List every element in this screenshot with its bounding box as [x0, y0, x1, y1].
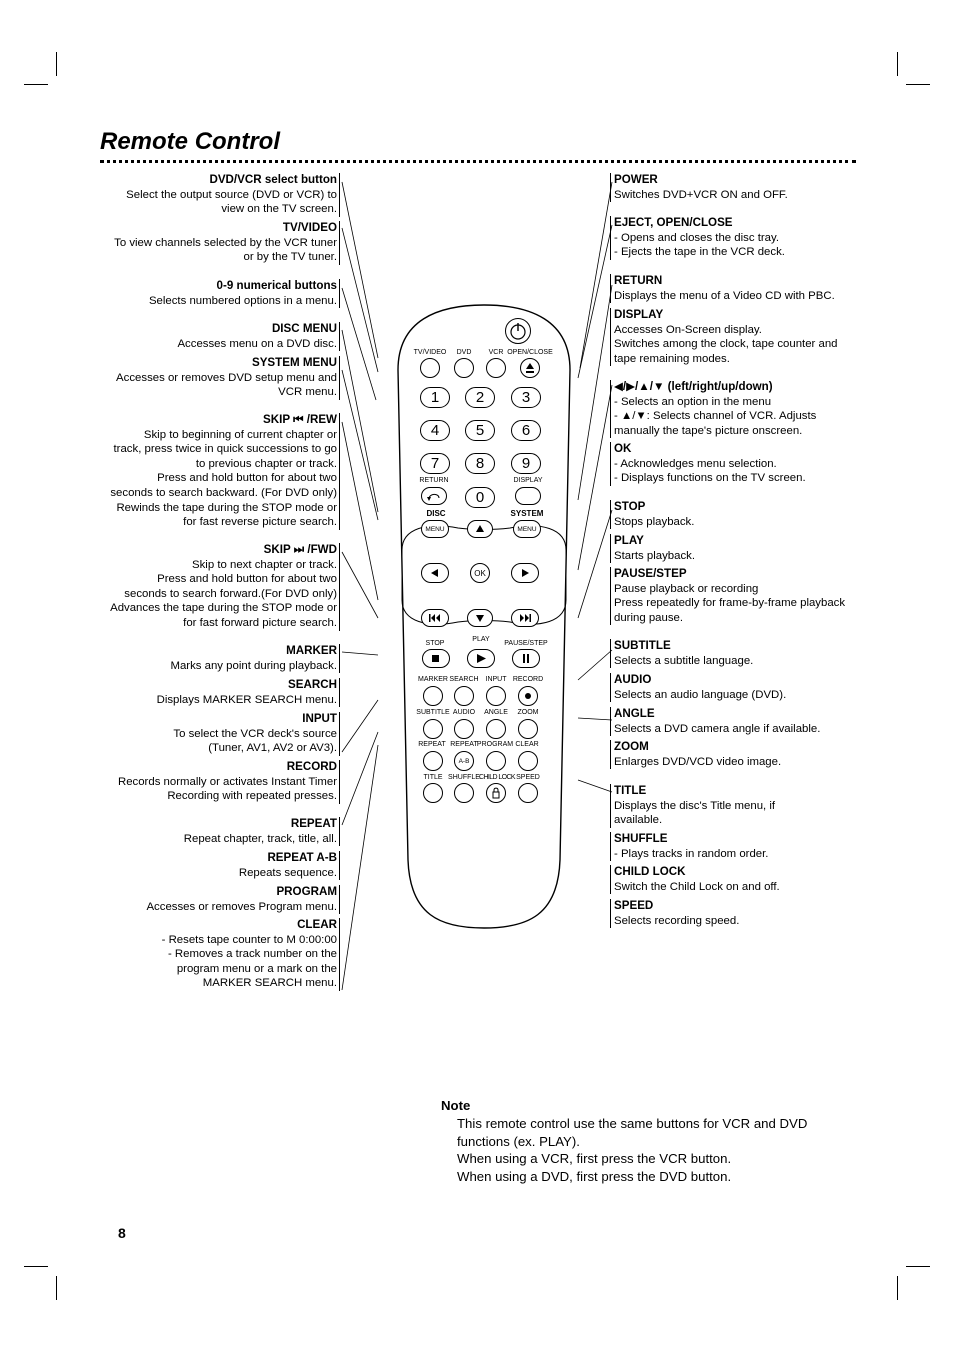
desc-arrows	[610, 380, 864, 438]
desc-repeat-ab	[93, 851, 340, 880]
desc-line: - Removes a track number on the	[167, 948, 337, 961]
desc-line: Repeats sequence.	[238, 866, 337, 879]
desc-audio	[610, 673, 864, 702]
note-section	[441, 1097, 841, 1186]
input-button[interactable]	[486, 686, 506, 706]
desc-line: - Opens and closes the disc tray.	[614, 231, 780, 244]
desc-line: Stops playback.	[614, 515, 695, 528]
desc-line: Skip to next chapter or track.	[192, 558, 337, 571]
vcr-label: VCR	[488, 349, 504, 356]
desc-tv-video	[93, 221, 340, 265]
zoom-button[interactable]	[518, 719, 538, 739]
desc-line: Enlarges DVD/VCD video image.	[614, 755, 782, 768]
eject-icon	[521, 359, 539, 377]
desc-title: DVD/VCR select button	[209, 173, 337, 186]
desc-skip-rew	[93, 413, 340, 530]
digit-4-button[interactable]: 4	[420, 420, 450, 441]
desc-repeat	[93, 817, 340, 846]
desc-input	[93, 712, 340, 756]
desc-line: Records normally or activates Instant Timer	[117, 775, 337, 788]
desc-line: - Displays functions on the TV screen.	[614, 472, 806, 485]
desc-title: PROGRAM	[276, 885, 337, 898]
stop-icon	[423, 650, 449, 667]
desc-line: available.	[614, 814, 663, 827]
desc-pause-step	[610, 567, 864, 625]
desc-numerical	[93, 279, 340, 308]
digit-3-button[interactable]: 3	[511, 387, 541, 408]
desc-title: EJECT, OPEN/CLOSE	[614, 216, 733, 229]
desc-title: ZOOM	[614, 740, 649, 753]
desc-line: Selects a DVD camera angle if available.	[614, 722, 821, 735]
desc-title-button	[610, 784, 864, 828]
search-button[interactable]	[454, 686, 474, 706]
desc-title: INPUT	[302, 712, 337, 725]
right-arrow-icon	[512, 564, 538, 582]
left-descriptions	[96, 0, 340, 1000]
record-icon	[519, 687, 537, 705]
desc-stop	[610, 500, 864, 529]
desc-title: SKIP ⏭ /FWD	[263, 543, 337, 556]
desc-title: AUDIO	[614, 673, 652, 686]
page-number: 8	[118, 1225, 126, 1241]
desc-title: PAUSE/STEP	[614, 567, 687, 580]
return-button[interactable]	[421, 487, 447, 505]
desc-line: - Acknowledges menu selection.	[614, 457, 777, 470]
right-descriptions	[613, 0, 863, 1000]
desc-line: Displays MARKER SEARCH menu.	[156, 693, 337, 706]
dvd-label: DVD	[456, 349, 472, 356]
digit-8-button[interactable]: 8	[465, 453, 495, 474]
desc-play	[610, 534, 864, 563]
audio-label: AUDIO	[452, 709, 476, 716]
note-line: When using a VCR, first press the VCR button.	[457, 1151, 732, 1167]
desc-line: Displays the disc's Title menu, if	[614, 799, 776, 812]
desc-line: Pause playback or recording	[614, 582, 759, 595]
desc-title: MARKER	[286, 644, 337, 657]
desc-line: Displays the menu of a Video CD with PBC.	[614, 289, 835, 302]
desc-display	[610, 308, 864, 366]
angle-button[interactable]	[486, 719, 506, 739]
system-label: SYSTEM	[510, 509, 544, 518]
repeat-button[interactable]	[423, 751, 443, 771]
desc-title: REPEAT	[290, 817, 337, 830]
desc-line: Switches among the clock, tape counter and	[614, 338, 838, 351]
desc-title: SEARCH	[288, 678, 337, 691]
desc-title: RECORD	[286, 760, 337, 773]
desc-line: Accesses or removes Program menu.	[146, 900, 337, 913]
desc-program	[93, 885, 340, 914]
desc-line: MARKER SEARCH menu.	[202, 977, 337, 990]
down-button[interactable]	[467, 609, 493, 627]
desc-clear	[93, 918, 340, 991]
subtitle-label: SUBTITLE	[416, 709, 450, 716]
digit-9-button[interactable]: 9	[511, 453, 541, 474]
child-lock-button[interactable]	[486, 783, 506, 803]
dvd-button[interactable]	[454, 358, 474, 378]
open-close-button[interactable]	[520, 358, 540, 378]
repeat-ab-button[interactable]: A-B	[454, 751, 474, 771]
lock-icon	[487, 784, 505, 802]
desc-line: Press repeatedly for frame-by-frame playback	[614, 597, 846, 610]
pause-step-button[interactable]	[512, 649, 540, 668]
desc-child-lock	[610, 865, 864, 894]
desc-line: Selects a subtitle language.	[614, 654, 754, 667]
skip-rew-button[interactable]	[421, 609, 449, 627]
desc-title: SPEED	[614, 899, 654, 912]
disc-menu-button[interactable]: MENU	[421, 520, 449, 538]
up-button[interactable]	[467, 520, 493, 538]
marker-label: MARKER	[418, 676, 448, 683]
desc-line: VCR menu.	[278, 386, 337, 399]
desc-title: OK	[614, 442, 632, 455]
power-icon	[506, 319, 530, 343]
desc-ok	[610, 442, 864, 486]
desc-title: CLEAR	[297, 918, 337, 931]
desc-shuffle	[610, 832, 864, 861]
desc-line: Accesses menu on a DVD disc.	[177, 337, 337, 350]
desc-title: PLAY	[614, 534, 644, 547]
vcr-button[interactable]	[486, 358, 506, 378]
disc-label: DISC	[426, 509, 446, 518]
desc-title: REPEAT A-B	[267, 851, 337, 864]
digit-0-button[interactable]: 0	[465, 487, 495, 508]
return-label: RETURN	[419, 477, 449, 484]
desc-title: SYSTEM MENU	[251, 356, 337, 369]
return-icon	[422, 488, 446, 504]
desc-line: Skip to beginning of current chapter or	[143, 428, 337, 441]
skip-forward-icon	[512, 610, 538, 626]
title-button[interactable]	[423, 783, 443, 803]
system-menu-button[interactable]: MENU	[513, 520, 541, 538]
desc-line: - Resets tape counter to M 0:00:00	[161, 933, 337, 946]
desc-line: Rewinds the tape during the STOP mode or	[116, 501, 337, 514]
digit-5-button[interactable]: 5	[465, 420, 495, 441]
desc-angle	[610, 707, 864, 736]
desc-line: for fast reverse picture search.	[183, 516, 337, 529]
desc-title: SUBTITLE	[614, 639, 671, 652]
desc-dvd-vcr-select	[93, 173, 340, 217]
desc-line: Selects recording speed.	[614, 914, 740, 927]
desc-return	[610, 274, 864, 303]
tv-video-label: TV/VIDEO	[413, 349, 447, 356]
desc-title: ◀/▶/▲/▼ (left/right/up/down)	[614, 380, 773, 393]
desc-title: CHILD LOCK	[614, 865, 686, 878]
desc-line: Select the output source (DVD or VCR) to	[126, 188, 337, 201]
digit-2-button[interactable]: 2	[465, 387, 495, 408]
desc-search	[93, 678, 340, 707]
desc-line: Switch the Child Lock on and off.	[614, 880, 780, 893]
record-label: RECORD	[512, 676, 544, 683]
ok-button[interactable]: OK	[470, 563, 490, 583]
desc-title: SKIP ⏮ /REW	[263, 413, 337, 426]
desc-line: To view channels selected by the VCR tuner	[114, 236, 337, 249]
note-title: Note	[441, 1098, 471, 1113]
desc-line: for fast forward picture search.	[183, 616, 337, 629]
desc-skip-fwd	[93, 543, 340, 631]
pause-icon	[513, 650, 539, 667]
display-button[interactable]	[515, 487, 541, 505]
program-label: PROGRAM	[476, 741, 514, 748]
left-button[interactable]	[421, 563, 449, 583]
child-lock-label: CHILD LOCK	[478, 774, 516, 781]
desc-title: DISC MENU	[271, 322, 337, 335]
desc-line: to previous chapter or track.	[195, 457, 337, 470]
desc-title: ANGLE	[614, 707, 655, 720]
display-label: DISPLAY	[513, 477, 543, 484]
desc-line: - Plays tracks in random order.	[614, 847, 769, 860]
program-button[interactable]	[486, 751, 506, 771]
desc-line: - Ejects the tape in the VCR deck.	[614, 246, 785, 259]
desc-title: RETURN	[614, 274, 663, 287]
desc-line: seconds to search forward.(For DVD only)	[124, 587, 337, 600]
subtitle-button[interactable]	[423, 719, 443, 739]
desc-line: tape remaining modes.	[614, 352, 730, 365]
search-label: SEARCH	[449, 676, 479, 683]
pause-step-label: PAUSE/STEP	[504, 640, 548, 647]
play-button[interactable]	[467, 649, 495, 668]
desc-line: - Selects an option in the menu	[614, 395, 772, 408]
desc-line: Starts playback.	[614, 549, 696, 562]
stop-label: STOP	[425, 640, 445, 647]
digit-7-button[interactable]: 7	[420, 453, 450, 474]
desc-line: Press and hold button for about two	[157, 472, 337, 485]
desc-line: Accesses or removes DVD setup menu and	[116, 371, 337, 384]
desc-marker	[93, 644, 340, 673]
desc-line: (Tuner, AV1, AV2 or AV3).	[208, 742, 337, 755]
desc-title: TV/VIDEO	[282, 221, 337, 234]
desc-line: To select the VCR deck's source	[173, 727, 337, 740]
tv-video-button[interactable]	[420, 358, 440, 378]
desc-power	[610, 173, 864, 202]
remote-control	[388, 300, 578, 940]
audio-button[interactable]	[454, 719, 474, 739]
desc-zoom	[610, 740, 864, 769]
desc-subtitle	[610, 639, 864, 668]
desc-disc-menu	[93, 322, 340, 351]
desc-line: Recording with repeated presses.	[167, 790, 337, 803]
note-line: When using a DVD, first press the DVD button.	[457, 1169, 732, 1185]
down-arrow-icon	[468, 610, 492, 626]
note-line: functions (ex. PLAY).	[457, 1133, 580, 1149]
skip-back-icon	[422, 610, 448, 626]
desc-line: or by the TV tuner.	[243, 251, 337, 264]
desc-line: view on the TV screen.	[221, 203, 337, 216]
digit-1-button[interactable]: 1	[420, 387, 450, 408]
desc-title: SHUFFLE	[614, 832, 668, 845]
desc-line: manually the tape's picture onscreen.	[614, 424, 803, 437]
shuffle-label: SHUFFLE	[448, 774, 480, 781]
angle-label: ANGLE	[484, 709, 508, 716]
desc-line: during pause.	[614, 611, 684, 624]
desc-speed	[610, 899, 864, 928]
open-close-label: OPEN/CLOSE	[507, 349, 553, 356]
desc-title: 0-9 numerical buttons	[216, 279, 337, 292]
marker-button[interactable]	[423, 686, 443, 706]
speed-button[interactable]	[518, 783, 538, 803]
desc-line: Repeat chapter, track, title, all.	[183, 832, 337, 845]
play-label: PLAY	[472, 636, 490, 643]
desc-system-menu	[93, 356, 340, 400]
digit-6-button[interactable]: 6	[511, 420, 541, 441]
speed-label: SPEED	[516, 774, 540, 781]
play-icon	[468, 650, 494, 667]
desc-line: Switches DVD+VCR ON and OFF.	[614, 188, 788, 201]
shuffle-button[interactable]	[454, 783, 474, 803]
desc-line: Marks any point during playback.	[170, 659, 337, 672]
desc-line: Press and hold button for about two	[157, 573, 337, 586]
desc-line: Selects numbered options in a menu.	[148, 294, 337, 307]
desc-title: POWER	[614, 173, 658, 186]
repeat-label: REPEAT	[418, 741, 446, 748]
skip-fwd-button[interactable]	[511, 609, 539, 627]
stop-button[interactable]	[422, 649, 450, 668]
input-label: INPUT	[485, 676, 507, 683]
desc-eject	[610, 216, 864, 260]
desc-title: DISPLAY	[614, 308, 664, 321]
page-title: Remote Control	[100, 128, 280, 155]
desc-record	[93, 760, 340, 804]
desc-title: STOP	[614, 500, 646, 513]
desc-line: Advances the tape during the STOP mode or	[110, 602, 337, 615]
title-label: TITLE	[423, 774, 443, 781]
desc-line: - ▲/▼: Selects channel of VCR. Adjusts	[614, 410, 817, 423]
desc-line: track, press twice in quick successions to go	[113, 443, 337, 456]
clear-button[interactable]	[518, 751, 538, 771]
note-line: This remote control use the same buttons for VCR and DVD	[457, 1115, 808, 1131]
desc-line: Selects an audio language (DVD).	[614, 688, 787, 701]
desc-line: program menu or a mark on the	[176, 962, 337, 975]
zoom-label: ZOOM	[517, 709, 539, 716]
up-arrow-icon	[468, 521, 492, 537]
desc-title: TITLE	[614, 784, 647, 797]
desc-line: seconds to search backward. (For DVD only)	[110, 486, 337, 499]
record-button[interactable]	[518, 686, 538, 706]
desc-line: Accesses On-Screen display.	[614, 323, 762, 336]
left-arrow-icon	[422, 564, 448, 582]
clear-label: CLEAR	[515, 741, 539, 748]
right-button[interactable]	[511, 563, 539, 583]
repeat-ab-label: REPEAT	[450, 741, 478, 748]
power-button[interactable]	[505, 318, 531, 344]
